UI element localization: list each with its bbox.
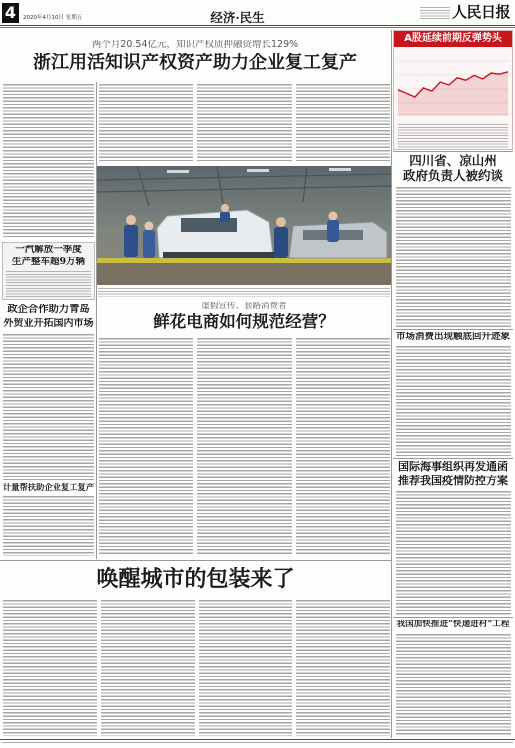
lead-story-body-left xyxy=(3,84,94,238)
column-rule-left xyxy=(96,82,97,559)
index-area xyxy=(398,72,508,115)
assembly-rail xyxy=(97,258,391,263)
flower-story-headline[interactable]: 鲜花电商如何规范经营？ xyxy=(153,313,335,331)
factory-photo xyxy=(97,166,391,285)
worker xyxy=(220,204,230,222)
chart-notes xyxy=(398,124,508,148)
bottom-story-column xyxy=(296,600,390,736)
photo-caption xyxy=(98,288,390,297)
flower-story-column xyxy=(296,338,390,556)
brief-headline-line1[interactable]: 一汽解放一季度 xyxy=(15,245,82,255)
header-rule xyxy=(0,25,515,28)
right-column-rule xyxy=(393,151,513,152)
column-rule-right xyxy=(391,30,392,738)
qingdao-headline-line2[interactable]: 外贸业开拓国内市场 xyxy=(3,318,94,329)
lead-story-column xyxy=(197,84,291,162)
market-chart xyxy=(395,49,511,121)
bottom-story-rule xyxy=(0,560,391,561)
sichuan-body xyxy=(396,187,511,327)
lead-story-body-columns xyxy=(99,84,390,162)
consumption-headline[interactable]: 市场消费出现触底回升迹象 xyxy=(395,332,510,342)
issue-date: 2020年4月10日 星期五 xyxy=(23,15,83,21)
vehicle-cab xyxy=(157,210,275,258)
footer-rule xyxy=(0,739,515,740)
flower-story-column xyxy=(197,338,291,556)
lead-story-headline[interactable]: 浙江用活知识产权资产助力企业复工复产 xyxy=(33,53,357,73)
brief-headline-line2[interactable]: 生产整车超9万辆 xyxy=(11,257,86,267)
factory-floor xyxy=(97,263,391,285)
section-name: 经济·民生 xyxy=(210,10,265,25)
express-headline[interactable]: 我国加快推进“快递进村”工程 xyxy=(396,620,510,629)
masthead-logo: 人民日报 xyxy=(452,3,511,21)
flower-story-column xyxy=(99,338,193,556)
bottom-story-column xyxy=(199,600,293,736)
market-chart-box xyxy=(393,30,513,150)
flower-story-body-columns xyxy=(99,338,390,556)
metrology-body xyxy=(3,496,94,556)
masthead-small-print xyxy=(420,7,450,19)
right-column-rule xyxy=(393,617,513,618)
bottom-story-column xyxy=(3,600,97,736)
brief-body xyxy=(6,271,91,297)
sichuan-headline-line2[interactable]: 政府负责人被约谈 xyxy=(402,169,503,183)
imo-headline-line1[interactable]: 国际海事组织再发通函 xyxy=(398,461,508,473)
worker xyxy=(327,212,339,243)
imo-headline-line2[interactable]: 推荐我国疫情防控方案 xyxy=(398,475,508,487)
page-number-badge: 4 xyxy=(2,3,19,23)
chart-title: A股延续前期反弹势头 xyxy=(394,31,512,47)
worker xyxy=(143,222,155,259)
qingdao-body xyxy=(3,334,94,480)
qingdao-headline-line1[interactable]: 政企合作助力青岛 xyxy=(7,304,90,315)
lead-story-subtitle: 两个月20.54亿元，知识产权质押融资增长129% xyxy=(91,40,299,50)
sichuan-headline-line1[interactable]: 四川省、凉山州 xyxy=(409,154,497,168)
express-body xyxy=(396,634,511,736)
bottom-story-body-columns xyxy=(3,600,390,736)
footer-small-print xyxy=(2,742,513,743)
bottom-story-headline[interactable]: 唤醒城市的包装来了 xyxy=(96,567,295,592)
metrology-headline[interactable]: 计量帮扶助企业复工复产 xyxy=(2,483,95,492)
right-column-rule xyxy=(393,329,513,330)
imo-body xyxy=(396,491,511,615)
lead-story-column xyxy=(296,84,390,162)
flower-story-subtitle: 虚假宣传、套路消费者 xyxy=(201,302,287,311)
bottom-story-column xyxy=(101,600,195,736)
lead-story-column xyxy=(99,84,193,162)
consumption-body xyxy=(396,346,511,456)
right-column-rule xyxy=(393,458,513,459)
